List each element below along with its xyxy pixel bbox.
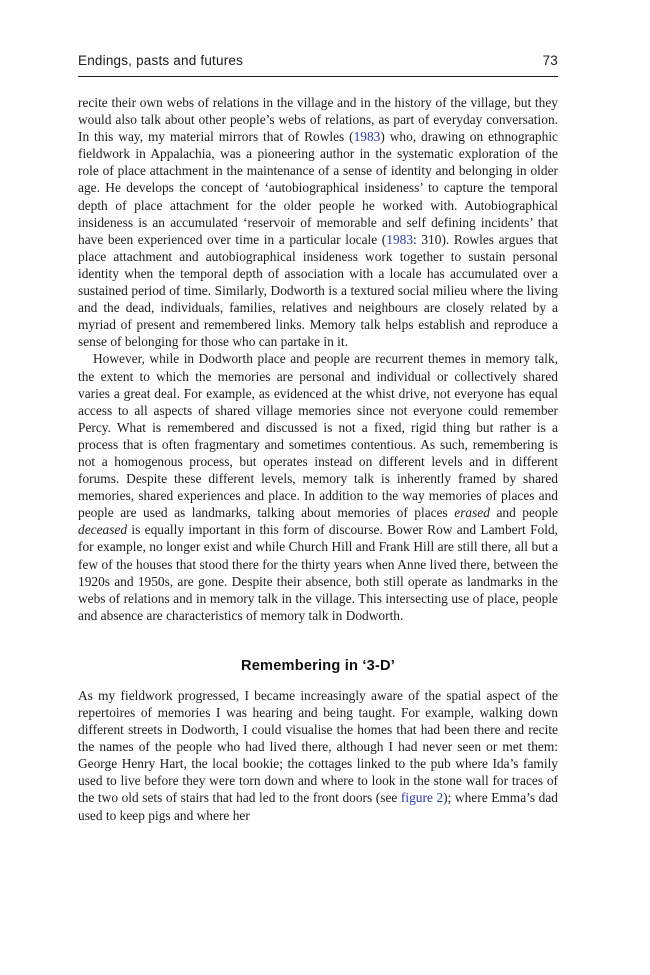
header-rule (78, 76, 558, 77)
running-header-title: Endings, pasts and futures (78, 53, 244, 68)
italic-word-erased: erased (454, 505, 490, 521)
paragraph-2-text: is equally important in this form of discourse. Bower Row and Lambert Fold, for example, no longer exist and while Church Hill and Frank Hill are still there, all but a few of the houses that stood there for the thirty years when Anne lived there, between the 1920s and 1950s, are gone. Despite their absence, both still operate as landmarks in the webs of relations and in memory talk in the village. This intersecting use of place, people and absence are characteristics of memory talk in Dodworth. (78, 522, 558, 623)
citation-link-rowles-1983[interactable]: 1983 (353, 129, 381, 145)
paragraph-1 (78, 94, 558, 350)
page-number: 73 (542, 53, 558, 68)
paragraph-3 (78, 687, 558, 824)
section-heading-remembering-in-3d: Remembering in ‘3-D’ (240, 657, 396, 674)
paragraph-1-text: ) who, drawing on ethnographic fieldwork in Appalachia, was a pioneering author in the systematic exploration of the role of place attachment in the maintenance of a sense of identity and belonging in older age. He develops the concept of ‘autobiographical insideness’ to capture the temporal depth of place attachment for the older people he worked with. Autobiographical insideness is an accumulated ‘reservoir of memorable and self defining incidents’ that have been experienced over time in a particular locale ( (78, 129, 558, 247)
paragraph-3-text: ); where Emma’s dad used to keep pigs and where her (78, 790, 558, 823)
figure-2-link[interactable]: figure 2 (400, 790, 444, 806)
paragraph-1-text: : 310). Rowles argues that place attachment and autobiographical insideness work together to sustain personal identity when the temporal depth of association with a locale has accumulated over a sustained period of time. Similarly, Dodworth is a textured social milieu where the living and the dead, individuals, families, relatives and neighbours are closely related by a myriad of present and remembered links. Memory talk helps establish and reproduce a sense of belonging for those who can partake in it. (78, 231, 558, 350)
paragraph-2 (78, 350, 558, 624)
paragraph-1-text: recite their own webs of relations in the village and in the history of the village, but they would also talk about other people’s webs of relations, as part of everyday conversation. In this way, my material mirrors that of Rowles ( (78, 95, 558, 145)
page-body (78, 94, 558, 824)
paragraph-3-text: As my fieldwork progressed, I became increasingly aware of the spatial aspect of the repertoires of memories I was hearing and being taught. For example, walking down different streets in Dodworth, I could visualise the homes that had been there and recite the names of the people who had lived there, although I had never seen or met them: George Henry Hart, the local bookie; the cottages linked to the pub where Ida’s family used to live before they were torn down and where to look in the stone wall for traces of the two old sets of stairs that had led to the front doors (see (78, 687, 558, 806)
paragraph-2-text: However, while in Dodworth place and people are recurrent themes in memory talk, the extent to which the memories are personal and individual or collectively shared varies a great deal. For example, as evidenced at the whist drive, not everyone has equal access to all aspects of shared village memories since not everyone could remember Percy. What is remembered and discussed is not a fixed, rigid thing but rather is a process that is often fragmentary and sometimes contentious. As such, remembering is not a homogenous process, but operates instead on different levels and in different forums. Despite these different levels, memory talk is inherently framed by shared memories, shared experiences and place. In addition to the way memories of places and people are used as landmarks, talking about memories of places (78, 351, 558, 521)
italic-word-deceased: deceased (78, 522, 128, 538)
paragraph-2-text: and people (489, 505, 558, 521)
citation-link-rowles-1983-page310[interactable]: 1983 (386, 231, 414, 247)
running-header (78, 53, 558, 68)
